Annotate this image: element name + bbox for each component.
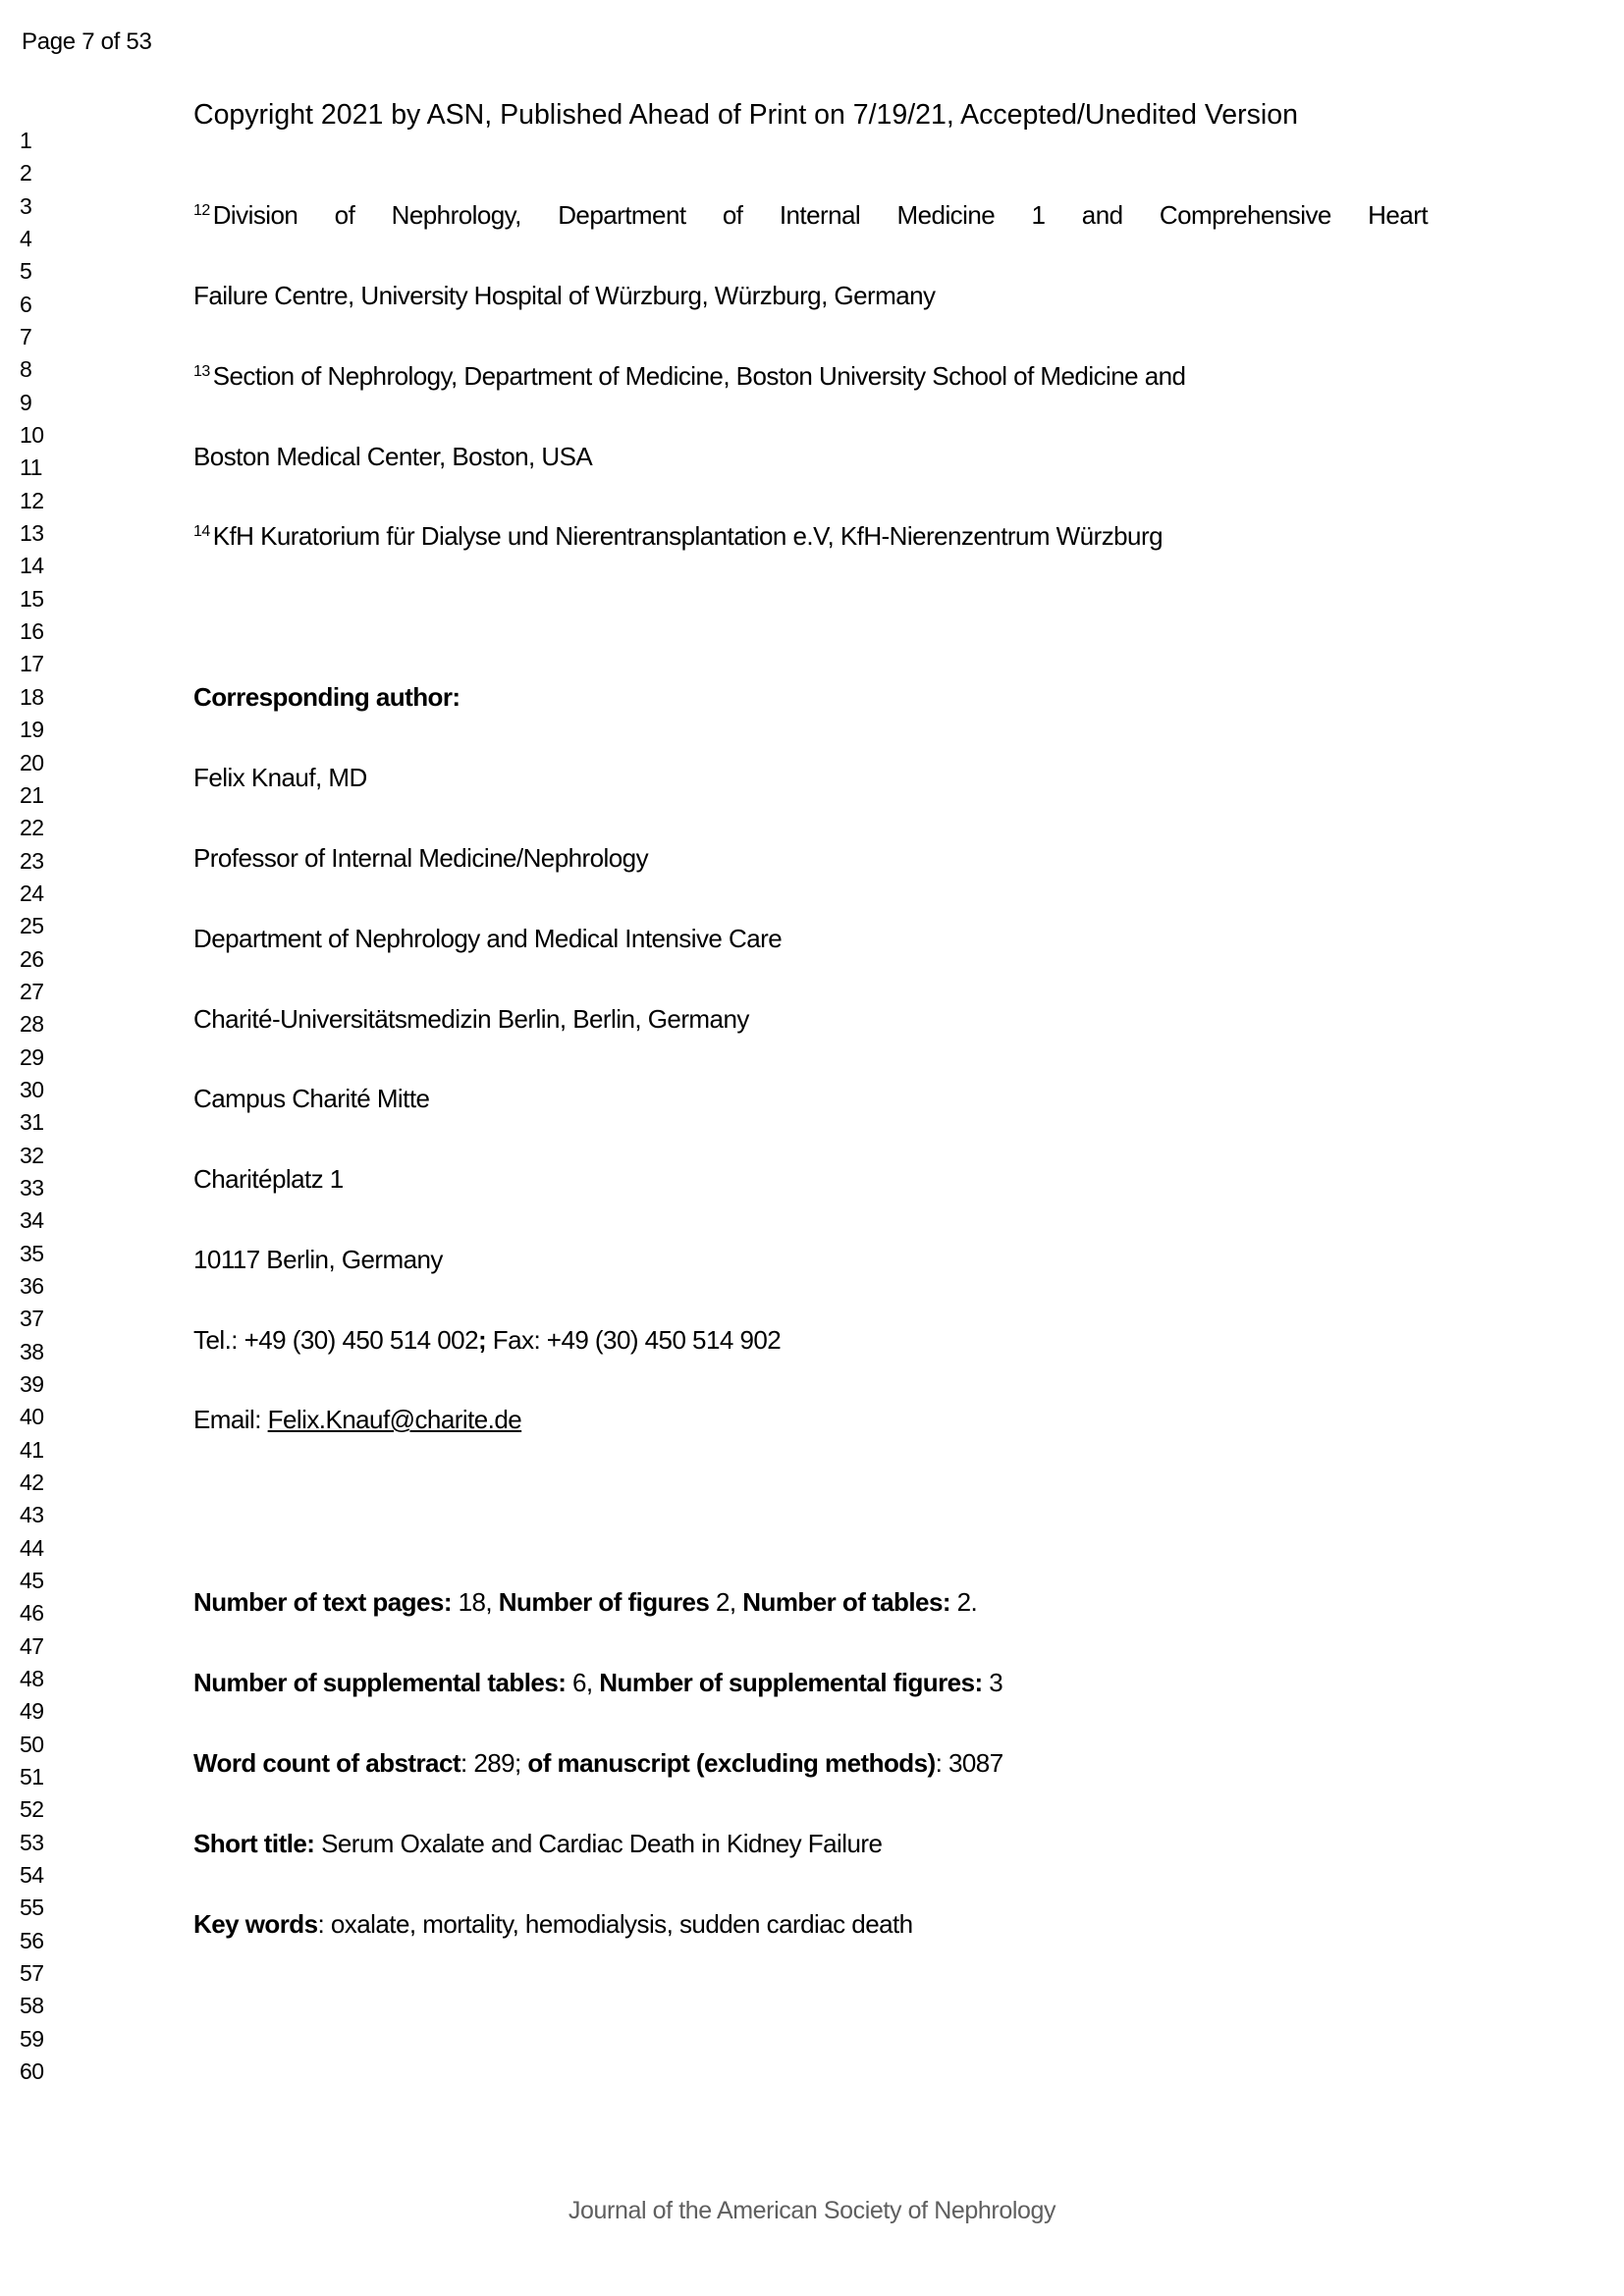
line-number: 17 bbox=[20, 651, 44, 677]
line-number: 54 bbox=[20, 1862, 44, 1888]
line-number: 22 bbox=[20, 815, 44, 841]
affiliation-14-number: 14 bbox=[193, 523, 210, 540]
supp-tables-value: 6, bbox=[566, 1668, 600, 1697]
author-email bbox=[193, 1403, 521, 1436]
key-words-value: : oxalate, mortality, hemodialysis, sudden cardiac death bbox=[317, 1909, 913, 1939]
line-number: 2 bbox=[20, 160, 32, 187]
line-number: 58 bbox=[20, 1993, 44, 2019]
line-number: 57 bbox=[20, 1960, 44, 1986]
line-number: 51 bbox=[20, 1764, 44, 1789]
figures-value: 2, bbox=[709, 1587, 743, 1617]
line-number: 46 bbox=[20, 1600, 44, 1627]
affiliation-14-text: KfH Kuratorium für Dialyse und Nierentransplantation e.V, KfH-Nierenzentrum Würzburg bbox=[212, 521, 1163, 551]
affiliation-12-line2: Failure Centre, University Hospital of Würzburg, Würzburg, Germany bbox=[193, 281, 936, 310]
affiliation-13-line2: Boston Medical Center, Boston, USA bbox=[193, 442, 593, 471]
line-number: 21 bbox=[20, 781, 44, 808]
line-number: 52 bbox=[20, 1796, 44, 1823]
line-number: 48 bbox=[20, 1666, 44, 1691]
fax-number: Fax: +49 (30) 450 514 902 bbox=[486, 1325, 782, 1355]
author-campus: Campus Charité Mitte bbox=[193, 1084, 430, 1113]
affiliation-12-text: Division of Nephrology, Department of Internal Medicine 1 and Comprehensive Heart bbox=[212, 200, 1428, 230]
abstract-value: : 289; bbox=[460, 1748, 528, 1778]
phone-fax-separator: ; bbox=[477, 1325, 487, 1355]
line-number: 31 bbox=[20, 1109, 44, 1136]
supp-figures-label: Number of supplemental figures: bbox=[599, 1668, 983, 1697]
line-number: 37 bbox=[20, 1306, 44, 1332]
abstract-label: Word count of abstract bbox=[193, 1748, 460, 1778]
line-number: 33 bbox=[20, 1174, 44, 1201]
key-words-label: Key words bbox=[193, 1909, 318, 1939]
email-link[interactable]: Felix.Knauf@charite.de bbox=[267, 1405, 522, 1434]
line-number: 9 bbox=[20, 389, 32, 415]
line-number: 18 bbox=[20, 683, 44, 710]
line-number: 28 bbox=[20, 1011, 44, 1038]
manuscript-label: of manuscript (excluding methods) bbox=[527, 1748, 936, 1778]
line-number: 25 bbox=[20, 913, 44, 939]
author-name: Felix Knauf, MD bbox=[193, 763, 367, 792]
counts-line-2 bbox=[193, 1666, 1002, 1699]
affiliation-13-line1 bbox=[193, 359, 1185, 398]
text-pages-value: 18, bbox=[451, 1587, 499, 1617]
line-number: 19 bbox=[20, 717, 44, 743]
short-title-line bbox=[193, 1827, 882, 1860]
affiliation-13-text: Section of Nephrology, Department of Medicine, Boston University School of Medicine and bbox=[212, 361, 1186, 391]
line-number: 5 bbox=[20, 258, 32, 285]
line-number: 16 bbox=[20, 618, 44, 645]
line-number: 23 bbox=[20, 847, 44, 874]
author-institution: Charité-Universitätsmedizin Berlin, Berlin, Germany bbox=[193, 1004, 749, 1034]
line-number: 41 bbox=[20, 1436, 44, 1463]
line-number: 53 bbox=[20, 1829, 44, 1855]
line-number: 6 bbox=[20, 291, 32, 317]
supp-figures-value: 3 bbox=[982, 1668, 1003, 1697]
email-label: Email: bbox=[193, 1405, 268, 1434]
line-number: 1 bbox=[20, 128, 32, 153]
supp-tables-label: Number of supplemental tables: bbox=[193, 1668, 567, 1697]
key-words-line bbox=[193, 1907, 913, 1941]
line-number: 24 bbox=[20, 880, 44, 906]
page-indicator: Page 7 of 53 bbox=[22, 28, 152, 55]
line-number: 3 bbox=[20, 192, 32, 219]
copyright-notice: Copyright 2021 by ASN, Published Ahead of Print on 7/19/21, Accepted/Unedited Version bbox=[193, 99, 1298, 131]
figures-label: Number of figures bbox=[498, 1587, 710, 1617]
counts-line-1 bbox=[193, 1585, 977, 1619]
short-title-label: Short title: bbox=[193, 1829, 315, 1858]
line-number: 43 bbox=[20, 1502, 44, 1528]
line-number: 11 bbox=[20, 454, 42, 481]
line-number: 36 bbox=[20, 1272, 44, 1299]
author-phone-fax bbox=[193, 1323, 781, 1357]
corresponding-author-heading: Corresponding author: bbox=[193, 682, 460, 712]
line-number: 40 bbox=[20, 1404, 44, 1430]
affiliation-12-number: 12 bbox=[193, 202, 210, 219]
author-city: 10117 Berlin, Germany bbox=[193, 1245, 443, 1274]
line-number: 7 bbox=[20, 324, 32, 349]
line-number: 29 bbox=[20, 1043, 44, 1070]
line-number: 50 bbox=[20, 1731, 44, 1757]
tables-label: Number of tables: bbox=[742, 1587, 950, 1617]
word-count-line bbox=[193, 1746, 1003, 1780]
short-title-value: Serum Oxalate and Cardiac Death in Kidney Failure bbox=[314, 1829, 883, 1858]
line-number: 32 bbox=[20, 1142, 44, 1168]
line-number: 55 bbox=[20, 1895, 44, 1921]
affiliation-14-line1 bbox=[193, 519, 1163, 558]
line-number: 59 bbox=[20, 2025, 44, 2052]
line-numbers bbox=[0, 0, 69, 2296]
line-number: 49 bbox=[20, 1698, 44, 1725]
line-number: 4 bbox=[20, 226, 32, 251]
line-number: 44 bbox=[20, 1534, 44, 1561]
line-number: 12 bbox=[20, 487, 44, 513]
line-number: 42 bbox=[20, 1468, 44, 1495]
line-number: 30 bbox=[20, 1076, 44, 1102]
line-number: 26 bbox=[20, 945, 44, 972]
line-number: 39 bbox=[20, 1370, 44, 1397]
author-title: Professor of Internal Medicine/Nephrology bbox=[193, 843, 649, 873]
line-number: 60 bbox=[20, 2058, 44, 2085]
line-number: 8 bbox=[20, 356, 32, 383]
line-number: 47 bbox=[20, 1632, 44, 1659]
line-number: 20 bbox=[20, 749, 44, 775]
line-number: 15 bbox=[20, 585, 44, 612]
tables-value: 2. bbox=[949, 1587, 978, 1617]
line-number: 14 bbox=[20, 553, 44, 579]
author-department: Department of Nephrology and Medical Intensive Care bbox=[193, 924, 783, 953]
affiliation-13-number: 13 bbox=[193, 363, 210, 380]
journal-footer: Journal of the American Society of Nephrology bbox=[568, 2197, 1056, 2224]
line-number: 27 bbox=[20, 978, 44, 1004]
author-street: Charitéplatz 1 bbox=[193, 1164, 344, 1194]
line-number: 38 bbox=[20, 1338, 44, 1364]
line-number: 13 bbox=[20, 520, 44, 547]
affiliation-12-line1 bbox=[193, 198, 1428, 237]
text-pages-label: Number of text pages: bbox=[193, 1587, 452, 1617]
manuscript-value: : 3087 bbox=[935, 1748, 1003, 1778]
phone-number: Tel.: +49 (30) 450 514 002 bbox=[193, 1325, 478, 1355]
line-number: 34 bbox=[20, 1207, 44, 1234]
line-number: 45 bbox=[20, 1568, 44, 1593]
line-number: 10 bbox=[20, 422, 44, 449]
line-number: 56 bbox=[20, 1927, 44, 1953]
line-number: 35 bbox=[20, 1240, 44, 1266]
